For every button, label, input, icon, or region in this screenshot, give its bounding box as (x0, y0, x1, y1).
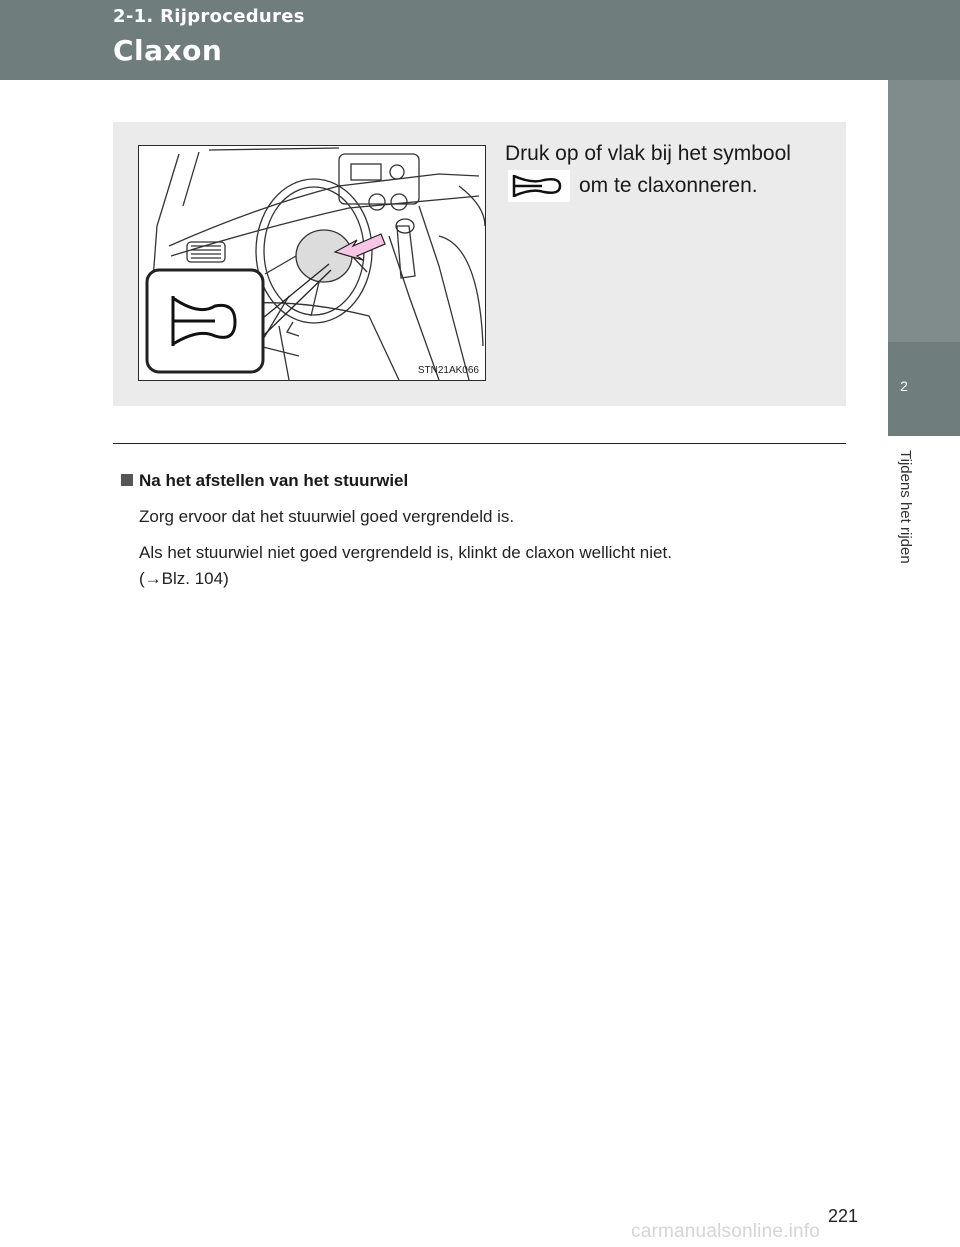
steering-wheel-illustration (138, 145, 486, 381)
section-divider (113, 443, 846, 444)
chapter-number: 2 (900, 378, 908, 394)
page-number: 221 (828, 1206, 859, 1226)
instruction-line-2: om te claxonneren. (579, 174, 758, 197)
note-paragraph: Zorg ervoor dat het stuurwiel goed vergrendeld is. (139, 507, 515, 526)
note-heading: Na het afstellen van het stuurwiel (139, 471, 409, 490)
chapter-label: Tijdens het rijden (897, 450, 914, 564)
note-paragraph: Als het stuurwiel niet goed vergrendeld is, klinkt de claxon wellicht niet. (139, 543, 672, 562)
instruction-line-1: Druk op of vlak bij het symbool (505, 142, 791, 165)
page-header (0, 0, 960, 80)
page-reference-link[interactable]: (→Blz. 104) (139, 569, 229, 588)
side-tab-upper (888, 80, 960, 342)
figure-code: STN21AK066 (417, 365, 479, 376)
horn-icon (508, 170, 570, 202)
bullet-square-icon (121, 474, 133, 486)
page-title: Claxon (113, 34, 223, 67)
watermark: carmanualsonline.info (631, 1221, 821, 1242)
section-label: 2-1. Rijprocedures (113, 6, 305, 27)
steering-wheel-drawing (139, 146, 485, 380)
